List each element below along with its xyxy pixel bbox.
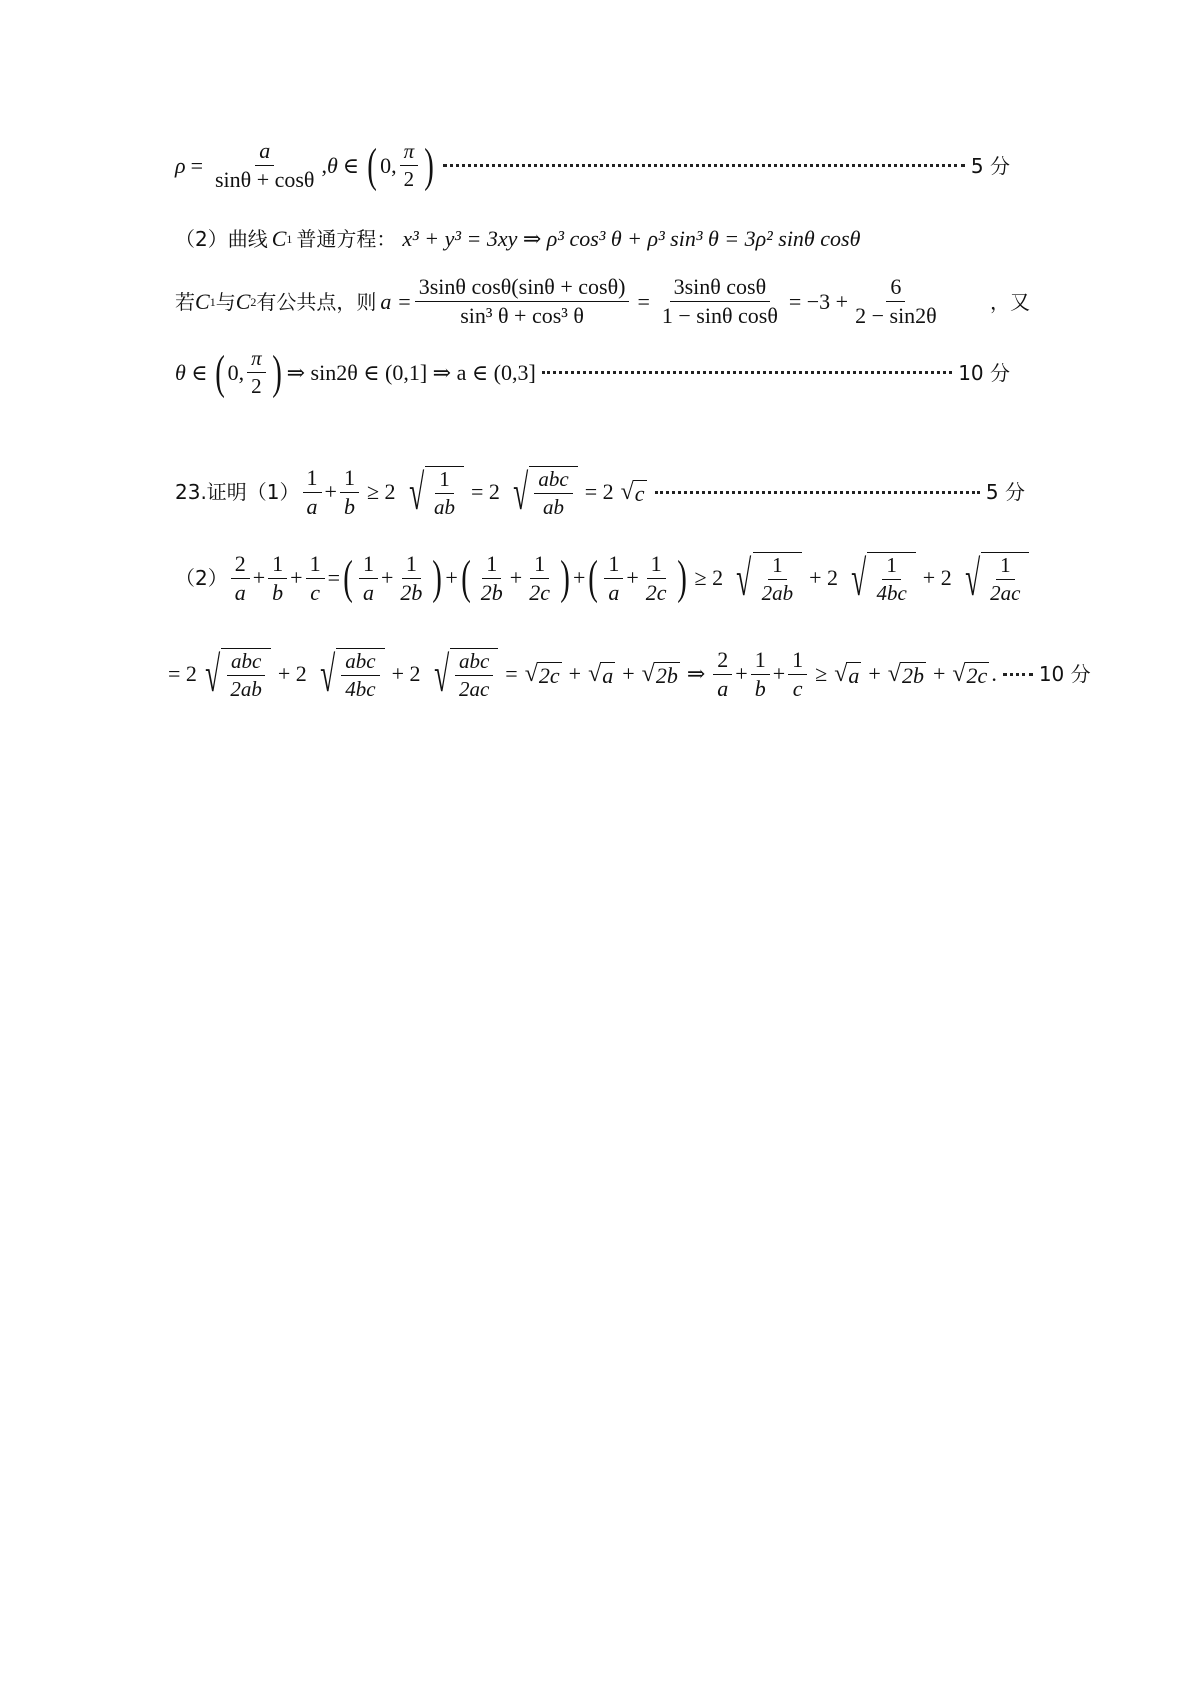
pi-half-fraction-2: $\frac{\pi}{2}$ xyxy=(247,348,266,397)
score-label: 5 分 xyxy=(970,153,1010,178)
sqrt-abc-over-ab: √ $\frac{\text{abc}}{ab}$ xyxy=(507,466,578,518)
a-fraction-2: $\frac{\text{3sinθ cosθ}}{\text{1 − sinθ cosθ}}$ xyxy=(661,274,778,328)
sqrt-1-over-ab: √ $\frac{1}{ab}$ xyxy=(403,466,464,518)
a-fraction-3: $\frac{6}{2 - \sin 2\theta}$ xyxy=(855,274,937,328)
score-label: 10 分 xyxy=(958,360,1010,385)
question-23-label: 23.证明（1） xyxy=(175,480,300,504)
formula-rho-line: ρ = $\frac{a}{\sin\theta + \cos\theta}$ , θ ∈ ( 0, $\frac{\pi}{2}$ ) 5 分 xyxy=(175,138,1010,192)
range-implication: ⇒ sin2θ ∈ (0,1] ⇒ a ∈ (0,3] xyxy=(286,359,536,385)
score-label: 5 分 xyxy=(985,480,1025,504)
proof-conclusion-line: = 2 √ $\frac{\text{abc}}{2ab}$ + 2 √ $\frac{\text{abc}}{4bc}$ + 2 √ $\frac{\text{abc}}{2ac}$ = √ 2c + √ a + √ 2b ⇒ $\frac{2}{a}$ + $\frac{1}{b}$ + $\frac{1}{c}$ ≥ √ a + √ 2b + √ 2c . 10 分 xyxy=(168,646,1091,702)
proof-part2-line: （2） $\frac{2}{a}$ + $\frac{1}{b}$ + $\frac{1}{c}$ = ( $\frac{1}{a}$ + $\frac{1}{2b}$ ) + ( $\frac{1}{2b}$ + $\frac{1}{2c}$ ) + ( $\frac{1}{a}$ + $\frac{1}{2c}$ ) ≥ 2 √ $\frac{1}{2ab}$ + 2 √ $\frac{1}{4bc}$ + 2 √ $\frac{1}{2ac}$ xyxy=(175,552,1031,604)
a-fraction-1: $\frac{\text{3sinθ cosθ(sinθ + cosθ)}}{\text{sin³ θ + cos³ θ}}$ xyxy=(415,276,630,327)
rho-symbol: ρ xyxy=(175,152,186,178)
score-label: 10 分 xyxy=(1038,662,1091,686)
sqrt-c: √ c xyxy=(620,479,645,506)
common-point-condition-line: 若 C 1 与 C 2 有公共点，则 a = $\frac{\text{3sinθ cosθ(sinθ + cosθ)}}{\text{sin³ θ + cos³ θ}}$ = $\frac{\text{3sinθ cosθ}}{\text{1 − sinθ cosθ}}$ = −3 + $\frac{6}{2 - \sin 2\theta}$ ，又 xyxy=(175,274,1030,328)
leader-dots xyxy=(443,164,965,167)
leader-dots xyxy=(655,491,980,494)
leader-dots xyxy=(542,371,952,374)
rho-fraction: $\frac{a}{\sin\theta + \cos\theta}$ xyxy=(214,138,315,192)
pi-half-fraction: $\frac{\pi}{2}$ xyxy=(400,141,419,190)
proof-part1-line: 23.证明（1） $\frac{1}{a}$ + $\frac{1}{b}$ ≥ 2 √ $\frac{1}{ab}$ = 2 √ $\frac{\text{abc}}{ab}$ = 2 √ c 5 分 xyxy=(175,464,1025,520)
theta-range-line: θ ∈ ( 0, $\frac{\pi}{2}$ ) ⇒ sin2θ ∈ (0,1] ⇒ a ∈ (0,3] 10 分 xyxy=(175,345,1010,399)
leader-dots xyxy=(1003,673,1033,676)
c1-polar-equation: x³ + y³ = 3xy ⇒ ρ³ cos³ θ + ρ³ sin³ θ = 3ρ² sinθ cosθ xyxy=(402,226,861,251)
curve-c1-equation-line: （2）曲线 C 1 普通方程： x³ + y³ = 3xy ⇒ ρ³ cos³ θ + ρ³ sin³ θ = 3ρ² sinθ cosθ xyxy=(175,226,861,251)
